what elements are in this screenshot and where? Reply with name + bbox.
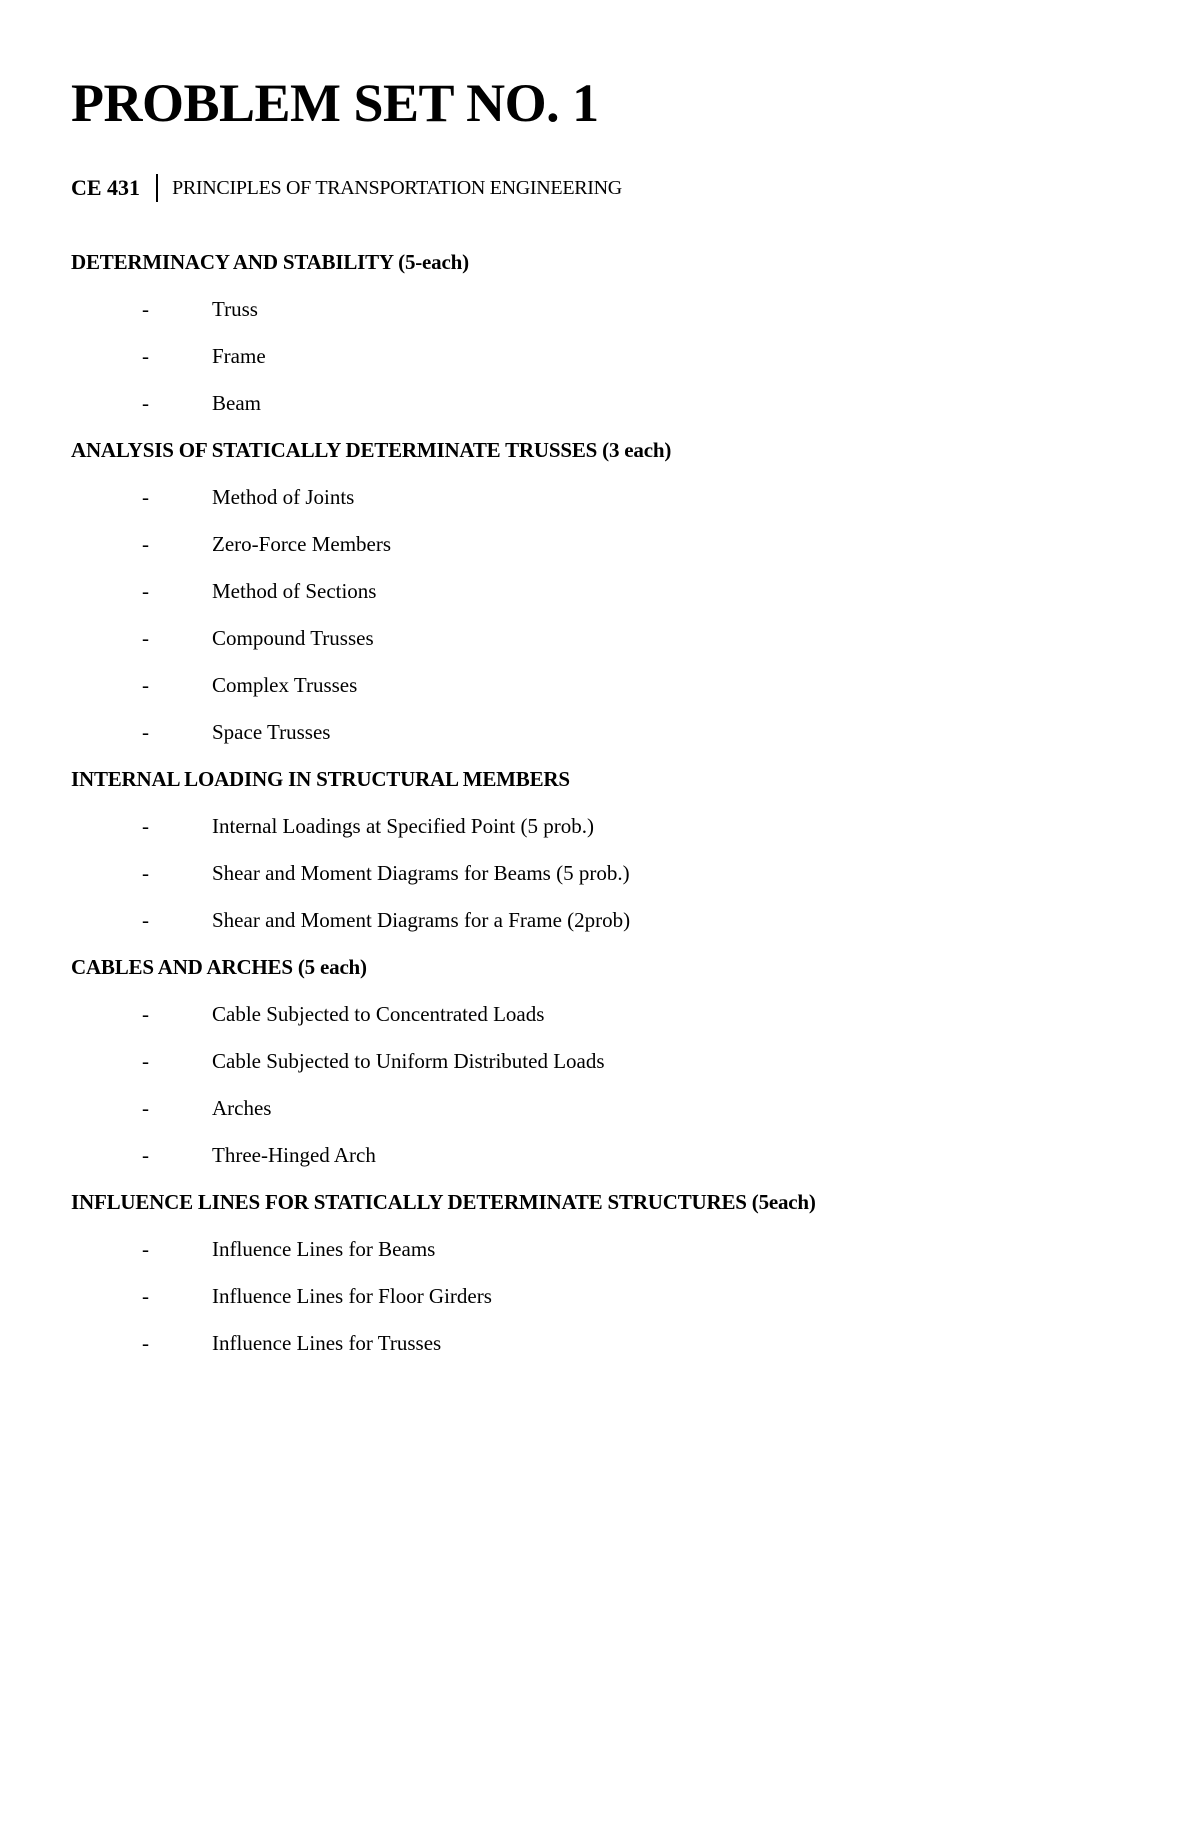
- course-line: [71, 174, 1151, 202]
- list-item: [71, 812, 1151, 859]
- section-cables-arches: [71, 953, 1151, 1188]
- list-dash: -: [142, 1049, 149, 1073]
- document-page: [71, 0, 1151, 1376]
- section-influence-lines: [71, 1188, 1151, 1376]
- list-item: [71, 624, 1151, 671]
- section-heading: CABLES AND ARCHES (5 each): [71, 955, 367, 979]
- list-dash: -: [142, 814, 149, 838]
- list-item: [71, 1235, 1151, 1282]
- list-dash: -: [142, 297, 149, 321]
- list-item-text: Influence Lines for Trusses: [212, 1331, 442, 1355]
- list-item-text: Three-Hinged Arch: [212, 1143, 376, 1167]
- list-dash: -: [142, 861, 149, 885]
- list-dash: -: [142, 1096, 149, 1120]
- course-code: CE 431: [71, 175, 141, 200]
- list-item: [71, 1282, 1151, 1329]
- list-dash: -: [142, 908, 149, 932]
- list-item-text: Beam: [212, 391, 261, 415]
- list-dash: -: [142, 1237, 149, 1261]
- course-name: PRINCIPLES OF TRANSPORTATION ENGINEERING: [172, 177, 622, 199]
- list-item: [71, 671, 1151, 718]
- list-dash: -: [142, 391, 149, 415]
- section-heading: INFLUENCE LINES FOR STATICALLY DETERMINATE STRUCTURES (5each): [71, 1190, 816, 1214]
- list-item-text: Shear and Moment Diagrams for Beams (5 prob.): [212, 861, 630, 885]
- section-internal-loading: [71, 765, 1151, 953]
- list-item-text: Arches: [212, 1096, 272, 1120]
- list-item-text: Influence Lines for Beams: [212, 1237, 436, 1261]
- list-item-text: Cable Subjected to Concentrated Loads: [212, 1002, 545, 1026]
- course-divider: [156, 174, 158, 202]
- list-item: [71, 1141, 1151, 1188]
- list-dash: -: [142, 1143, 149, 1167]
- list-item: [71, 906, 1151, 953]
- list-dash: -: [142, 485, 149, 509]
- list-item: [71, 577, 1151, 624]
- section-heading: DETERMINACY AND STABILITY (5-each): [71, 250, 469, 274]
- list-item-text: Method of Joints: [212, 485, 355, 509]
- section-heading: INTERNAL LOADING IN STRUCTURAL MEMBERS: [71, 767, 570, 791]
- list-item: [71, 718, 1151, 765]
- list-item: [71, 1329, 1151, 1376]
- list-item: [71, 389, 1151, 436]
- list-item-text: Truss: [212, 297, 258, 321]
- list-item: [71, 342, 1151, 389]
- list-item-text: Internal Loadings at Specified Point (5 prob.): [212, 814, 594, 838]
- list-dash: -: [142, 532, 149, 556]
- page-title: PROBLEM SET NO. 1: [71, 73, 599, 133]
- list-item-text: Method of Sections: [212, 579, 377, 603]
- list-item: [71, 1000, 1151, 1047]
- list-item: [71, 859, 1151, 906]
- sections-list: [71, 248, 1151, 1376]
- section-determinacy: [71, 248, 1151, 436]
- list-item-text: Frame: [212, 344, 266, 368]
- list-dash: -: [142, 1002, 149, 1026]
- list-item: [71, 295, 1151, 342]
- section-trusses: [71, 436, 1151, 765]
- list-item-text: Influence Lines for Floor Girders: [212, 1284, 492, 1308]
- section-heading: ANALYSIS OF STATICALLY DETERMINATE TRUSSES (3 each): [71, 438, 672, 462]
- list-dash: -: [142, 1331, 149, 1355]
- list-item: [71, 1047, 1151, 1094]
- list-item-text: Shear and Moment Diagrams for a Frame (2prob): [212, 908, 631, 932]
- list-dash: -: [142, 626, 149, 650]
- list-item-text: Cable Subjected to Uniform Distributed Loads: [212, 1049, 605, 1073]
- list-dash: -: [142, 720, 149, 744]
- list-dash: -: [142, 579, 149, 603]
- list-item: [71, 530, 1151, 577]
- list-item: [71, 483, 1151, 530]
- list-item: [71, 1094, 1151, 1141]
- list-item-text: Zero-Force Members: [212, 532, 392, 556]
- list-item-text: Complex Trusses: [212, 673, 358, 697]
- list-item-text: Space Trusses: [212, 720, 331, 744]
- list-dash: -: [142, 673, 149, 697]
- list-dash: -: [142, 1284, 149, 1308]
- list-item-text: Compound Trusses: [212, 626, 374, 650]
- list-dash: -: [142, 344, 149, 368]
